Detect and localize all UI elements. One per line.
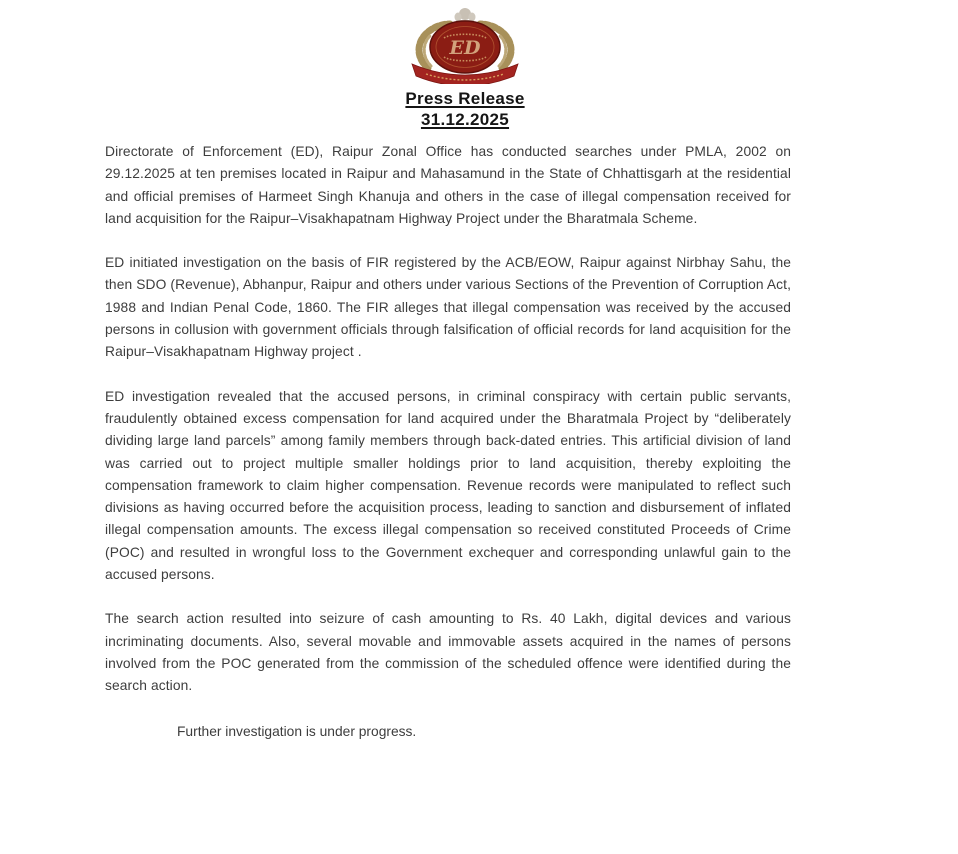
press-release-date: 31.12.2025 xyxy=(420,110,510,129)
svg-text:ED: ED xyxy=(449,37,481,59)
paragraph-fir-basis: ED initiated investigation on the basis of FIR registered by the ACB/EOW, Raipur against Nirbhay Sahu, the then SDO (Revenue), Abhanpur, Raipur and others under various Sections of the Prevention of Corruption Act, 1988 and Indian Penal Code, 1860. The FIR alleges that illegal compensation was received by the accused persons in collusion with government officials through falsification of official records for land acquisition for the Raipur–Visakhapatnam Highway project . xyxy=(105,255,791,360)
closing-line: Further investigation is under progress. xyxy=(177,723,417,739)
ed-emblem-logo-icon xyxy=(404,6,526,84)
paragraph-investigation-findings: ED investigation revealed that the accused persons, in criminal conspiracy with certain public servants, fraudulently obtained excess compensation for land acquired under the Bharatmala Project by “deliberately dividing large land parcels” among family members through back-dated entries. This artificial division of land was carried out to project multiple smaller holdings prior to land acquisition, thereby exploiting the compensation framework to claim higher compensation. Revenue records were manipulated to reflect such divisions as having occurred before the acquisition process, leading to sanction and disbursement of inflated illegal compensation amounts. The excess illegal compensation so received constituted Proceeds of Crime (POC) and resulted in wrongful loss to the Government exchequer and corresponding unlawful gain to the accused persons. xyxy=(105,388,791,583)
paragraph-searches-conducted: Directorate of Enforcement (ED), Raipur Zonal Office has conducted searches under PMLA, 2002 on 29.12.2025 at ten premises located in Raipur and Mahasamund in the State of Chhattisgarh at the residential and official premises of Harmeet Singh Khanuja and others in the case of illegal compensation received for land acquisition for the Raipur–Visakhapatnam Highway Project under the Bharatmala Scheme. xyxy=(105,144,791,226)
document-body xyxy=(105,141,791,743)
press-release-title: Press Release xyxy=(405,89,525,108)
document-header xyxy=(0,0,930,128)
paragraph-seizure-results: The search action resulted into seizure of cash amounting to Rs. 40 Lakh, digital devices and various incriminating documents. Also, several movable and immovable assets acquired in the names of persons involved from the POC generated from the commission of the scheduled offence were identified during the search action. xyxy=(105,611,791,694)
ed-disc-icon xyxy=(430,21,500,73)
